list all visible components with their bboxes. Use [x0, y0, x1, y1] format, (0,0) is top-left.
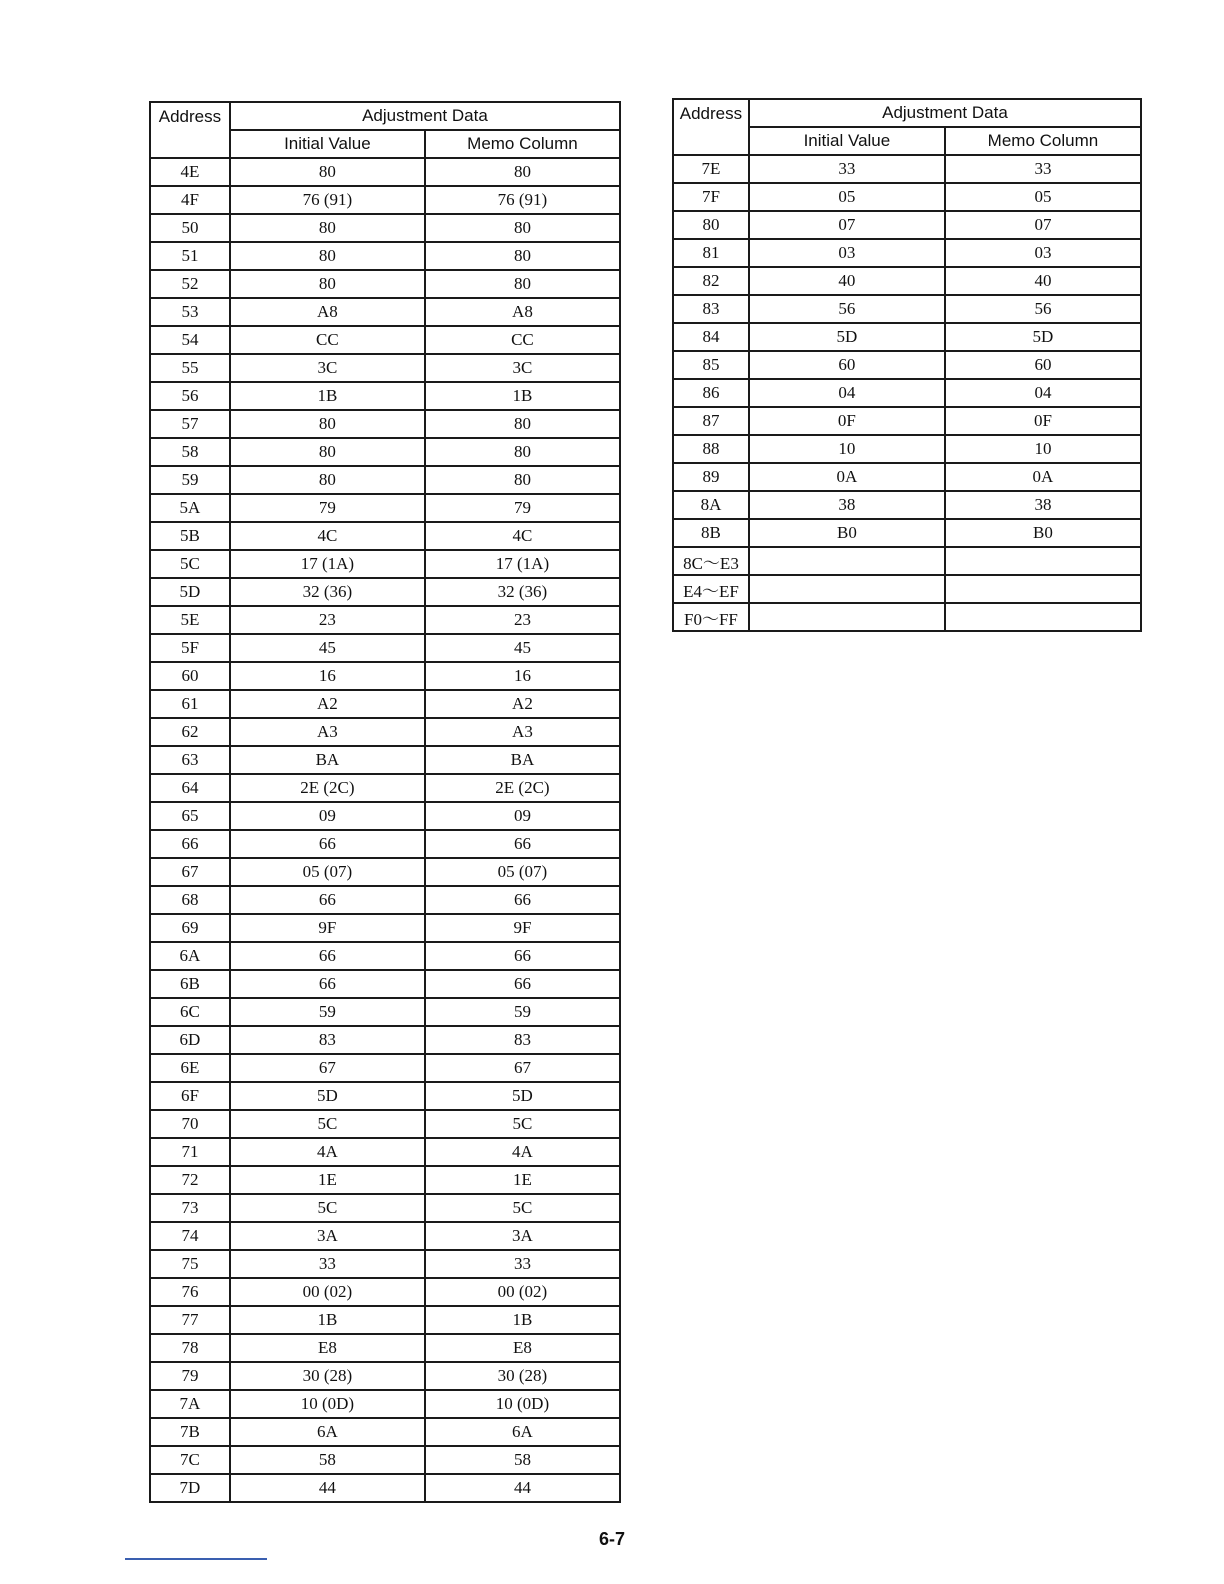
- initial-value-cell: [749, 547, 945, 575]
- address-header: Address: [673, 99, 749, 155]
- memo-column-cell: 04: [945, 379, 1141, 407]
- address-cell: 50: [150, 214, 230, 242]
- initial-value-cell: 9F: [230, 914, 425, 942]
- memo-column-cell: 59: [425, 998, 620, 1026]
- page-number: 6-7: [598, 1529, 625, 1549]
- initial-value-cell: 38: [749, 491, 945, 519]
- memo-column-cell: 3C: [425, 354, 620, 382]
- memo-column-cell: 80: [425, 438, 620, 466]
- initial-value-cell: [749, 575, 945, 603]
- address-cell: 67: [150, 858, 230, 886]
- initial-value-cell: 45: [230, 634, 425, 662]
- table-row: [150, 158, 620, 186]
- memo-column-cell: 1B: [425, 1306, 620, 1334]
- table-row: [150, 690, 620, 718]
- address-cell: 76: [150, 1278, 230, 1306]
- memo-column-cell: 66: [425, 942, 620, 970]
- initial-value-cell: 23: [230, 606, 425, 634]
- address-cell: 63: [150, 746, 230, 774]
- table-row: [673, 491, 1141, 519]
- memo-column-cell: A3: [425, 718, 620, 746]
- address-cell: 77: [150, 1306, 230, 1334]
- initial-value-cell: A3: [230, 718, 425, 746]
- address-cell: 7E: [673, 155, 749, 183]
- adjustment-table-right: [672, 98, 1142, 632]
- address-cell: 8B: [673, 519, 749, 547]
- initial-value-cell: 33: [230, 1250, 425, 1278]
- table-row: [150, 1446, 620, 1474]
- memo-column-cell: 80: [425, 242, 620, 270]
- initial-value-cell: A2: [230, 690, 425, 718]
- table-row: [673, 463, 1141, 491]
- address-cell: 7A: [150, 1390, 230, 1418]
- initial-value-cell: BA: [230, 746, 425, 774]
- memo-column-cell: 6A: [425, 1418, 620, 1446]
- memo-column-cell: 23: [425, 606, 620, 634]
- address-cell: 6F: [150, 1082, 230, 1110]
- memo-column-cell: 38: [945, 491, 1141, 519]
- address-cell: E4～EF: [673, 575, 749, 603]
- memo-column-cell: 33: [425, 1250, 620, 1278]
- table-row: [150, 998, 620, 1026]
- initial-value-cell: 05: [749, 183, 945, 211]
- memo-column-cell: CC: [425, 326, 620, 354]
- memo-column-cell: 5C: [425, 1194, 620, 1222]
- table-row: [673, 267, 1141, 295]
- adjustment-table-left: [149, 101, 621, 1503]
- address-cell: 85: [673, 351, 749, 379]
- initial-value-cell: 03: [749, 239, 945, 267]
- memo-column-cell: 66: [425, 830, 620, 858]
- address-cell: 82: [673, 267, 749, 295]
- table-row: [150, 606, 620, 634]
- left-table-body: [150, 158, 620, 1502]
- table-row: [150, 578, 620, 606]
- table-row: [150, 942, 620, 970]
- table-row: [673, 155, 1141, 183]
- table-row: [150, 746, 620, 774]
- table-row: [673, 211, 1141, 239]
- table-row: [150, 1474, 620, 1502]
- memo-column-cell: 05 (07): [425, 858, 620, 886]
- table-row: [150, 1362, 620, 1390]
- initial-value-cell: 3A: [230, 1222, 425, 1250]
- table-row: [150, 1082, 620, 1110]
- address-cell: 6E: [150, 1054, 230, 1082]
- initial-value-header: Initial Value: [749, 127, 945, 155]
- address-cell: 8C～E3: [673, 547, 749, 575]
- memo-column-cell: 30 (28): [425, 1362, 620, 1390]
- table-row: [150, 1334, 620, 1362]
- initial-value-cell: 30 (28): [230, 1362, 425, 1390]
- address-cell: 64: [150, 774, 230, 802]
- address-cell: 74: [150, 1222, 230, 1250]
- memo-column-cell: 83: [425, 1026, 620, 1054]
- initial-value-cell: 76 (91): [230, 186, 425, 214]
- table-row: [150, 1418, 620, 1446]
- address-cell: 69: [150, 914, 230, 942]
- initial-value-cell: 79: [230, 494, 425, 522]
- initial-value-cell: 66: [230, 970, 425, 998]
- address-cell: 6D: [150, 1026, 230, 1054]
- initial-value-cell: 5D: [230, 1082, 425, 1110]
- address-cell: 72: [150, 1166, 230, 1194]
- initial-value-cell: 07: [749, 211, 945, 239]
- memo-column-cell: 09: [425, 802, 620, 830]
- memo-column-cell: A8: [425, 298, 620, 326]
- initial-value-cell: 66: [230, 942, 425, 970]
- table-row: [150, 802, 620, 830]
- memo-column-cell: 05: [945, 183, 1141, 211]
- table-row: [150, 774, 620, 802]
- memo-column-cell: 17 (1A): [425, 550, 620, 578]
- table-row: [673, 323, 1141, 351]
- adjustment-data-header: Adjustment Data: [749, 99, 1141, 127]
- initial-value-cell: 80: [230, 242, 425, 270]
- address-cell: 7F: [673, 183, 749, 211]
- table-row: [150, 1166, 620, 1194]
- table-row: [150, 1222, 620, 1250]
- initial-value-cell: 80: [230, 214, 425, 242]
- memo-column-cell: 80: [425, 214, 620, 242]
- address-cell: F0～FF: [673, 603, 749, 631]
- memo-column-cell: 80: [425, 410, 620, 438]
- address-cell: 4E: [150, 158, 230, 186]
- table-row: [150, 1278, 620, 1306]
- memo-column-cell: 80: [425, 158, 620, 186]
- initial-value-cell: 1E: [230, 1166, 425, 1194]
- initial-value-cell: B0: [749, 519, 945, 547]
- memo-column-cell: 4A: [425, 1138, 620, 1166]
- address-cell: 86: [673, 379, 749, 407]
- address-cell: 55: [150, 354, 230, 382]
- table-row: [150, 298, 620, 326]
- initial-value-cell: 80: [230, 410, 425, 438]
- initial-value-cell: 44: [230, 1474, 425, 1502]
- memo-column-cell: [945, 575, 1141, 603]
- table-row: [150, 970, 620, 998]
- address-cell: 79: [150, 1362, 230, 1390]
- table-row: [150, 886, 620, 914]
- memo-column-cell: 5D: [425, 1082, 620, 1110]
- initial-value-cell: E8: [230, 1334, 425, 1362]
- initial-value-cell: 6A: [230, 1418, 425, 1446]
- address-cell: 62: [150, 718, 230, 746]
- address-cell: 60: [150, 662, 230, 690]
- initial-value-cell: 2E (2C): [230, 774, 425, 802]
- memo-column-cell: 79: [425, 494, 620, 522]
- table-row: [150, 1250, 620, 1278]
- address-cell: 81: [673, 239, 749, 267]
- table-row: [150, 1306, 620, 1334]
- table-row: [673, 183, 1141, 211]
- address-cell: 83: [673, 295, 749, 323]
- memo-column-cell: 66: [425, 886, 620, 914]
- table-row: [150, 1138, 620, 1166]
- address-cell: 73: [150, 1194, 230, 1222]
- memo-column-cell: [945, 603, 1141, 631]
- memo-column-cell: 1B: [425, 382, 620, 410]
- memo-column-cell: BA: [425, 746, 620, 774]
- table-row: [150, 326, 620, 354]
- address-cell: 80: [673, 211, 749, 239]
- address-cell: 68: [150, 886, 230, 914]
- address-cell: 70: [150, 1110, 230, 1138]
- address-cell: 6A: [150, 942, 230, 970]
- table-row: [150, 410, 620, 438]
- initial-value-cell: 04: [749, 379, 945, 407]
- memo-column-cell: 4C: [425, 522, 620, 550]
- memo-column-cell: 1E: [425, 1166, 620, 1194]
- memo-column-cell: 16: [425, 662, 620, 690]
- table-row: [150, 270, 620, 298]
- initial-value-cell: 0F: [749, 407, 945, 435]
- initial-value-cell: 80: [230, 158, 425, 186]
- address-cell: 5D: [150, 578, 230, 606]
- memo-column-cell: A2: [425, 690, 620, 718]
- adjustment-data-header: Adjustment Data: [230, 102, 620, 130]
- initial-value-cell: 10: [749, 435, 945, 463]
- memo-column-cell: 9F: [425, 914, 620, 942]
- memo-column-header: Memo Column: [945, 127, 1141, 155]
- right-table-body: [673, 155, 1141, 631]
- initial-value-cell: 5C: [230, 1110, 425, 1138]
- table-row: [150, 522, 620, 550]
- initial-value-cell: 59: [230, 998, 425, 1026]
- table-row: [150, 438, 620, 466]
- initial-value-cell: 80: [230, 466, 425, 494]
- initial-value-cell: CC: [230, 326, 425, 354]
- memo-column-cell: 5D: [945, 323, 1141, 351]
- memo-column-cell: 5C: [425, 1110, 620, 1138]
- initial-value-cell: 4C: [230, 522, 425, 550]
- address-cell: 52: [150, 270, 230, 298]
- address-cell: 88: [673, 435, 749, 463]
- table-row: [673, 351, 1141, 379]
- address-cell: 87: [673, 407, 749, 435]
- initial-value-cell: 33: [749, 155, 945, 183]
- initial-value-cell: 10 (0D): [230, 1390, 425, 1418]
- initial-value-cell: 00 (02): [230, 1278, 425, 1306]
- initial-value-cell: 4A: [230, 1138, 425, 1166]
- table-row: [673, 379, 1141, 407]
- memo-column-cell: 10 (0D): [425, 1390, 620, 1418]
- table-row: [673, 519, 1141, 547]
- table-row: [673, 295, 1141, 323]
- address-cell: 7B: [150, 1418, 230, 1446]
- table-row: [150, 634, 620, 662]
- memo-column-cell: 45: [425, 634, 620, 662]
- address-cell: 5F: [150, 634, 230, 662]
- table-row: [150, 914, 620, 942]
- initial-value-cell: 3C: [230, 354, 425, 382]
- initial-value-cell: 66: [230, 830, 425, 858]
- memo-column-cell: 66: [425, 970, 620, 998]
- address-cell: 7C: [150, 1446, 230, 1474]
- address-cell: 66: [150, 830, 230, 858]
- address-cell: 5B: [150, 522, 230, 550]
- table-row: [150, 214, 620, 242]
- memo-column-cell: 33: [945, 155, 1141, 183]
- table-row: [673, 603, 1141, 631]
- initial-value-cell: 80: [230, 270, 425, 298]
- address-cell: 59: [150, 466, 230, 494]
- memo-column-cell: 2E (2C): [425, 774, 620, 802]
- table-row: [150, 494, 620, 522]
- memo-column-cell: 0A: [945, 463, 1141, 491]
- table-row: [673, 547, 1141, 575]
- memo-column-cell: 44: [425, 1474, 620, 1502]
- memo-column-cell: 0F: [945, 407, 1141, 435]
- initial-value-cell: 58: [230, 1446, 425, 1474]
- initial-value-cell: 09: [230, 802, 425, 830]
- table-row: [150, 858, 620, 886]
- memo-column-cell: 00 (02): [425, 1278, 620, 1306]
- address-cell: 5E: [150, 606, 230, 634]
- memo-column-cell: B0: [945, 519, 1141, 547]
- initial-value-cell: 5D: [749, 323, 945, 351]
- address-cell: 84: [673, 323, 749, 351]
- address-cell: 57: [150, 410, 230, 438]
- initial-value-cell: 56: [749, 295, 945, 323]
- table-row: [150, 242, 620, 270]
- initial-value-cell: 0A: [749, 463, 945, 491]
- address-cell: 6C: [150, 998, 230, 1026]
- memo-column-cell: 76 (91): [425, 186, 620, 214]
- footer-rule: [125, 1558, 267, 1560]
- table-row: [673, 407, 1141, 435]
- address-header: Address: [150, 102, 230, 158]
- memo-column-cell: 10: [945, 435, 1141, 463]
- table-row: [150, 550, 620, 578]
- initial-value-cell: 05 (07): [230, 858, 425, 886]
- initial-value-cell: 17 (1A): [230, 550, 425, 578]
- memo-column-cell: 67: [425, 1054, 620, 1082]
- initial-value-cell: 40: [749, 267, 945, 295]
- initial-value-header: Initial Value: [230, 130, 425, 158]
- address-cell: 4F: [150, 186, 230, 214]
- initial-value-cell: A8: [230, 298, 425, 326]
- address-cell: 89: [673, 463, 749, 491]
- table-row: [673, 435, 1141, 463]
- memo-column-cell: 80: [425, 466, 620, 494]
- address-cell: 6B: [150, 970, 230, 998]
- table-row: [150, 662, 620, 690]
- initial-value-cell: 16: [230, 662, 425, 690]
- initial-value-cell: 66: [230, 886, 425, 914]
- table-row: [150, 1054, 620, 1082]
- address-cell: 78: [150, 1334, 230, 1362]
- initial-value-cell: 67: [230, 1054, 425, 1082]
- address-cell: 71: [150, 1138, 230, 1166]
- address-cell: 54: [150, 326, 230, 354]
- table-row: [150, 354, 620, 382]
- address-cell: 51: [150, 242, 230, 270]
- address-cell: 65: [150, 802, 230, 830]
- memo-column-cell: 07: [945, 211, 1141, 239]
- address-cell: 5C: [150, 550, 230, 578]
- memo-column-cell: 80: [425, 270, 620, 298]
- initial-value-cell: 60: [749, 351, 945, 379]
- address-cell: 75: [150, 1250, 230, 1278]
- table-row: [150, 1194, 620, 1222]
- address-cell: 56: [150, 382, 230, 410]
- initial-value-cell: 32 (36): [230, 578, 425, 606]
- memo-column-cell: E8: [425, 1334, 620, 1362]
- address-cell: 61: [150, 690, 230, 718]
- memo-column-header: Memo Column: [425, 130, 620, 158]
- initial-value-cell: 1B: [230, 1306, 425, 1334]
- table-row: [150, 830, 620, 858]
- memo-column-cell: 58: [425, 1446, 620, 1474]
- address-cell: 5A: [150, 494, 230, 522]
- address-cell: 58: [150, 438, 230, 466]
- address-cell: 7D: [150, 1474, 230, 1502]
- address-cell: 8A: [673, 491, 749, 519]
- initial-value-cell: 83: [230, 1026, 425, 1054]
- table-row: [150, 186, 620, 214]
- memo-column-cell: [945, 547, 1141, 575]
- initial-value-cell: 5C: [230, 1194, 425, 1222]
- address-cell: 53: [150, 298, 230, 326]
- table-row: [150, 1026, 620, 1054]
- table-row: [150, 718, 620, 746]
- table-row: [150, 1110, 620, 1138]
- table-row: [150, 466, 620, 494]
- table-row: [673, 575, 1141, 603]
- initial-value-cell: [749, 603, 945, 631]
- table-row: [150, 1390, 620, 1418]
- memo-column-cell: 32 (36): [425, 578, 620, 606]
- initial-value-cell: 80: [230, 438, 425, 466]
- memo-column-cell: 3A: [425, 1222, 620, 1250]
- table-row: [673, 239, 1141, 267]
- memo-column-cell: 60: [945, 351, 1141, 379]
- memo-column-cell: 40: [945, 267, 1141, 295]
- table-row: [150, 382, 620, 410]
- memo-column-cell: 56: [945, 295, 1141, 323]
- memo-column-cell: 03: [945, 239, 1141, 267]
- initial-value-cell: 1B: [230, 382, 425, 410]
